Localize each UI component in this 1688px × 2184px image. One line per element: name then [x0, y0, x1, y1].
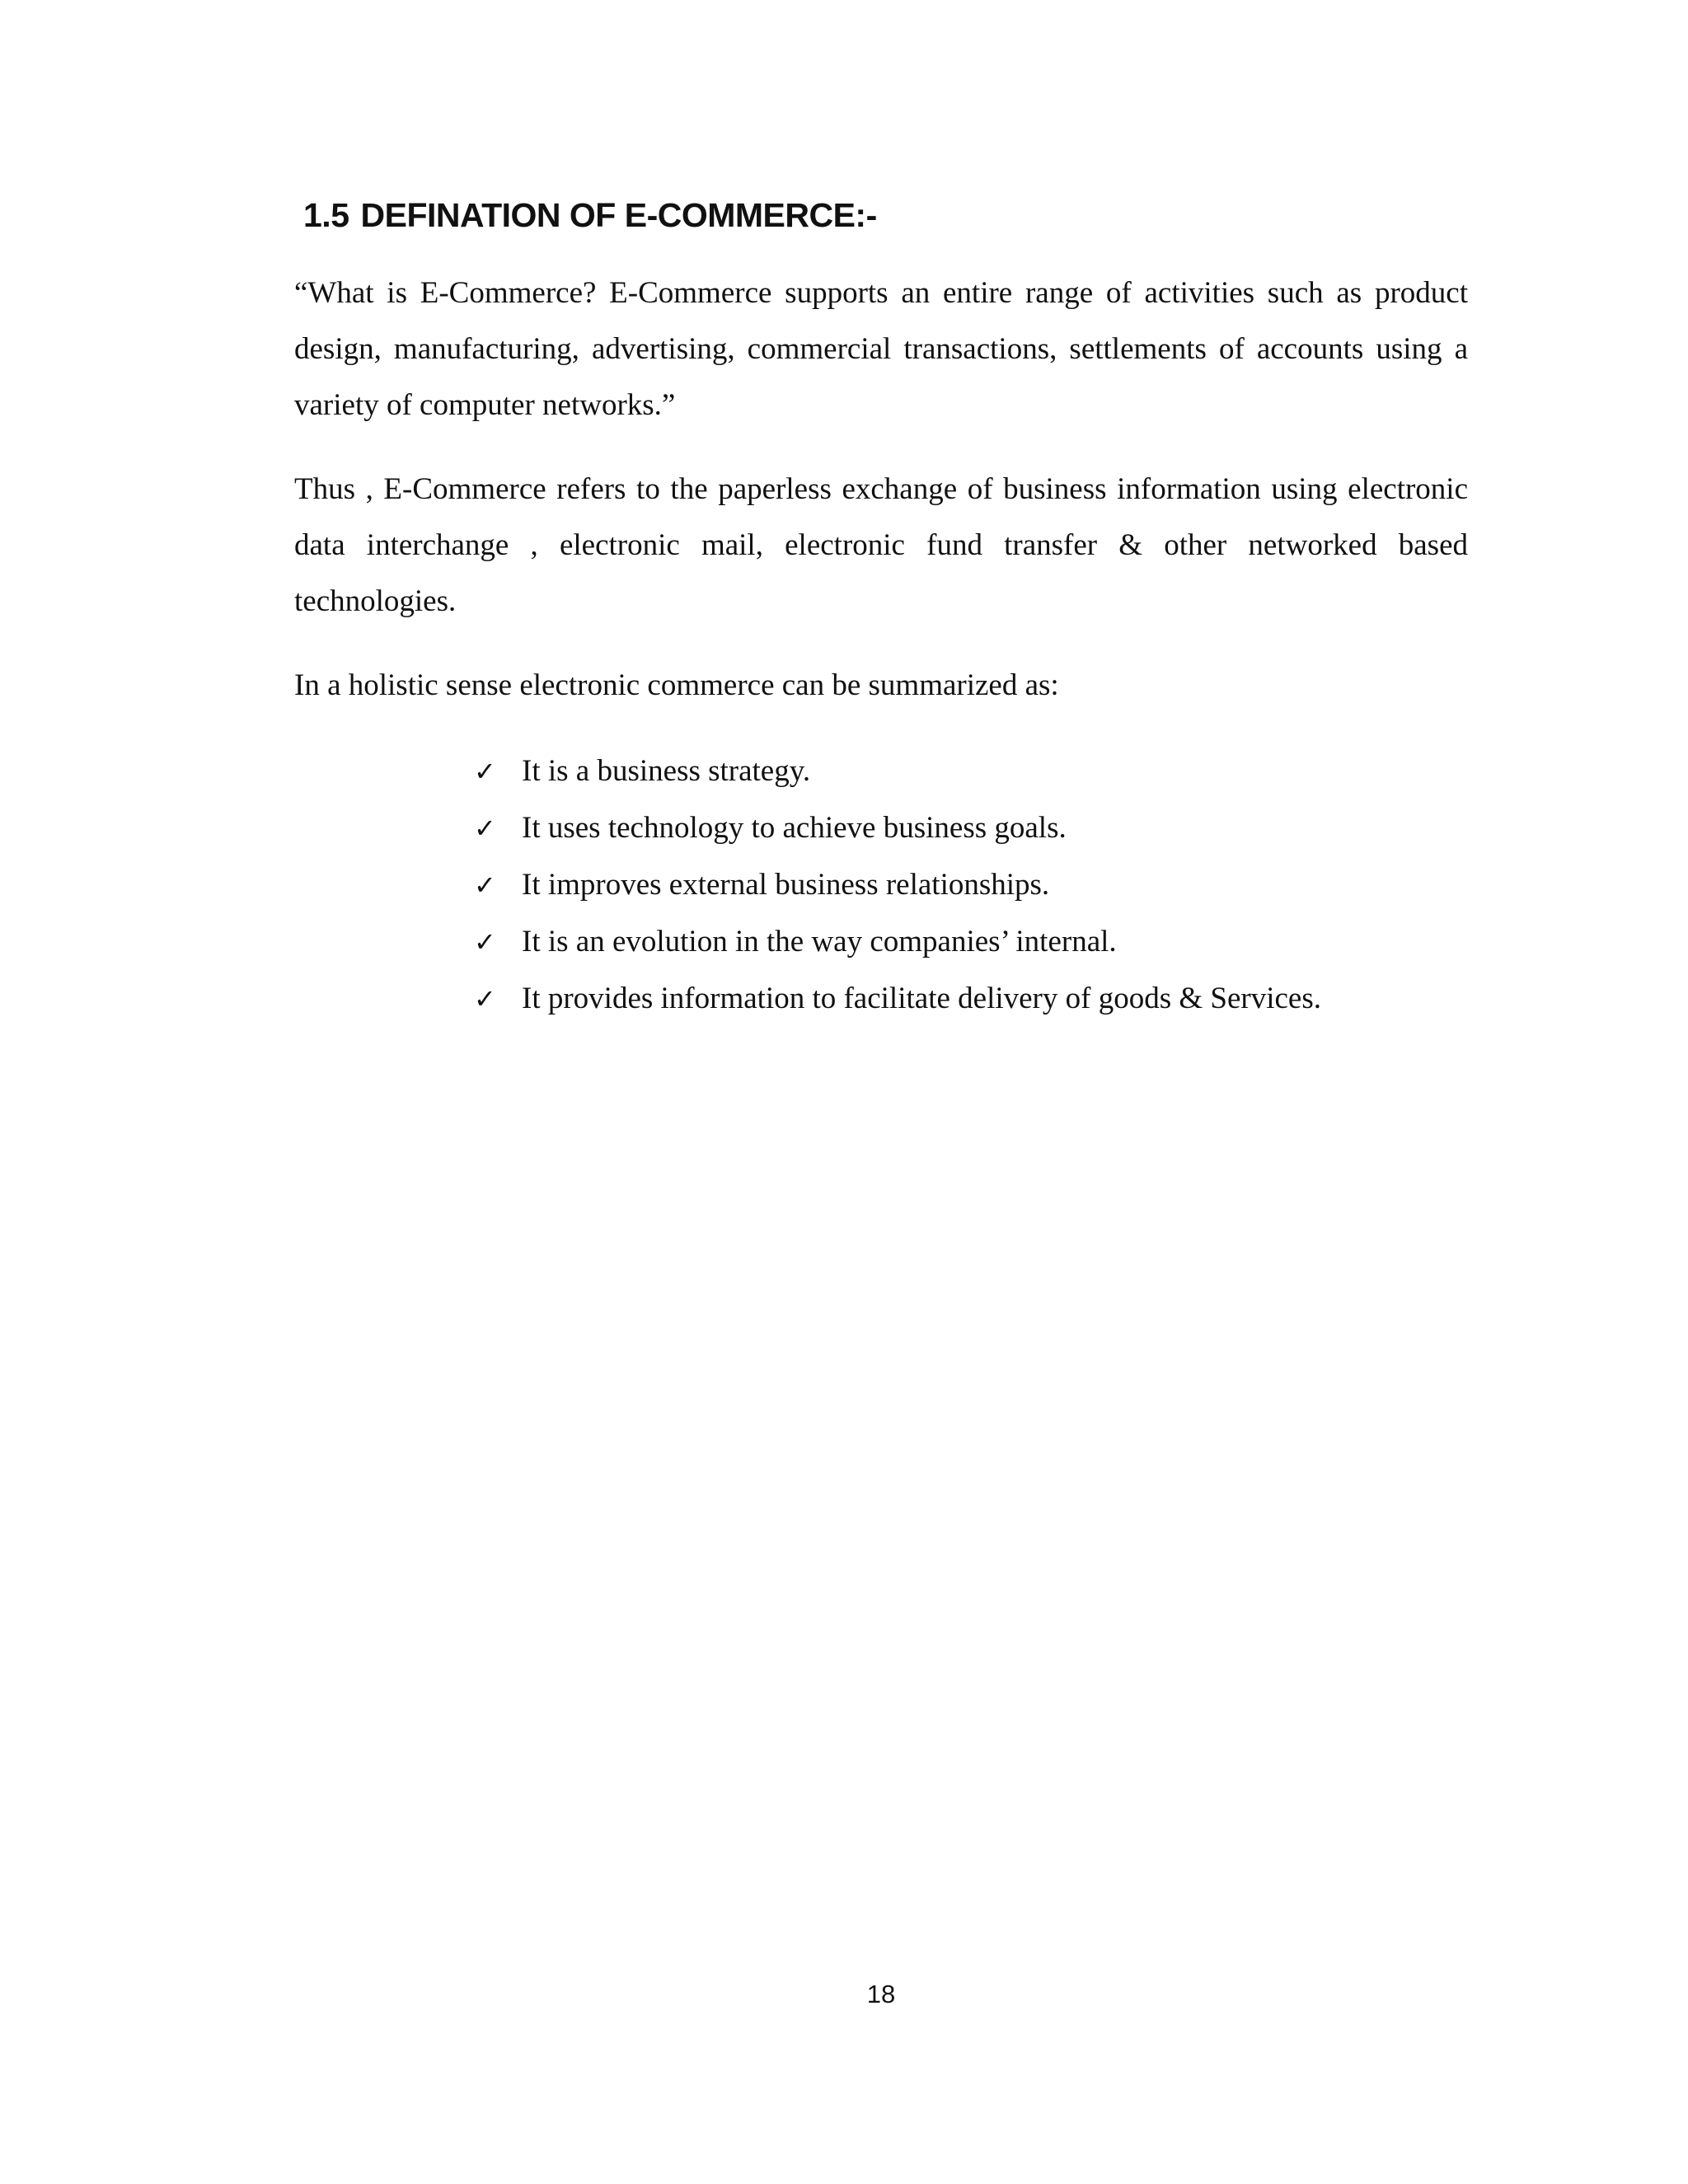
checkmark-icon: ✓	[474, 982, 496, 1015]
checkmark-icon: ✓	[474, 755, 496, 787]
list-item	[474, 913, 1321, 970]
section-heading	[303, 196, 877, 235]
list-item-text: It improves external business relationships.	[522, 868, 1050, 902]
list-item-text: It uses technology to achieve business goals.	[522, 811, 1067, 845]
list-item-text: It is a business strategy.	[522, 754, 811, 788]
list-item	[474, 743, 1321, 799]
checkmark-icon: ✓	[474, 812, 496, 844]
summary-intro-paragraph: In a holistic sense electronic commerce can be summarized as:	[294, 668, 1059, 702]
section-number: 1.5	[303, 196, 349, 234]
list-item	[474, 856, 1321, 913]
page-number: 18	[866, 1980, 896, 2008]
summary-checklist	[474, 743, 1321, 1027]
explanation-paragraph: Thus , E-Commerce refers to the paperless exchange of business information using electronic data interchange , electronic mail, electronic fund transfer & other networked based technologies.	[294, 472, 1468, 618]
checkmark-icon: ✓	[474, 926, 496, 958]
definition-paragraph: “What is E-Commerce? E-Commerce supports an entire range of activities such as product design, manufacturing, advertising, commercial transactions, settlements of accounts using a variety of computer networks.”	[294, 276, 1468, 422]
section-title: DEFINATION OF E-COMMERCE:-	[360, 196, 877, 234]
list-item-text: It provides information to facilitate delivery of goods & Services.	[522, 982, 1321, 1015]
list-item	[474, 970, 1321, 1027]
checkmark-icon: ✓	[474, 869, 496, 901]
list-item	[474, 799, 1321, 856]
list-item-text: It is an evolution in the way companies’ internal.	[522, 925, 1117, 958]
